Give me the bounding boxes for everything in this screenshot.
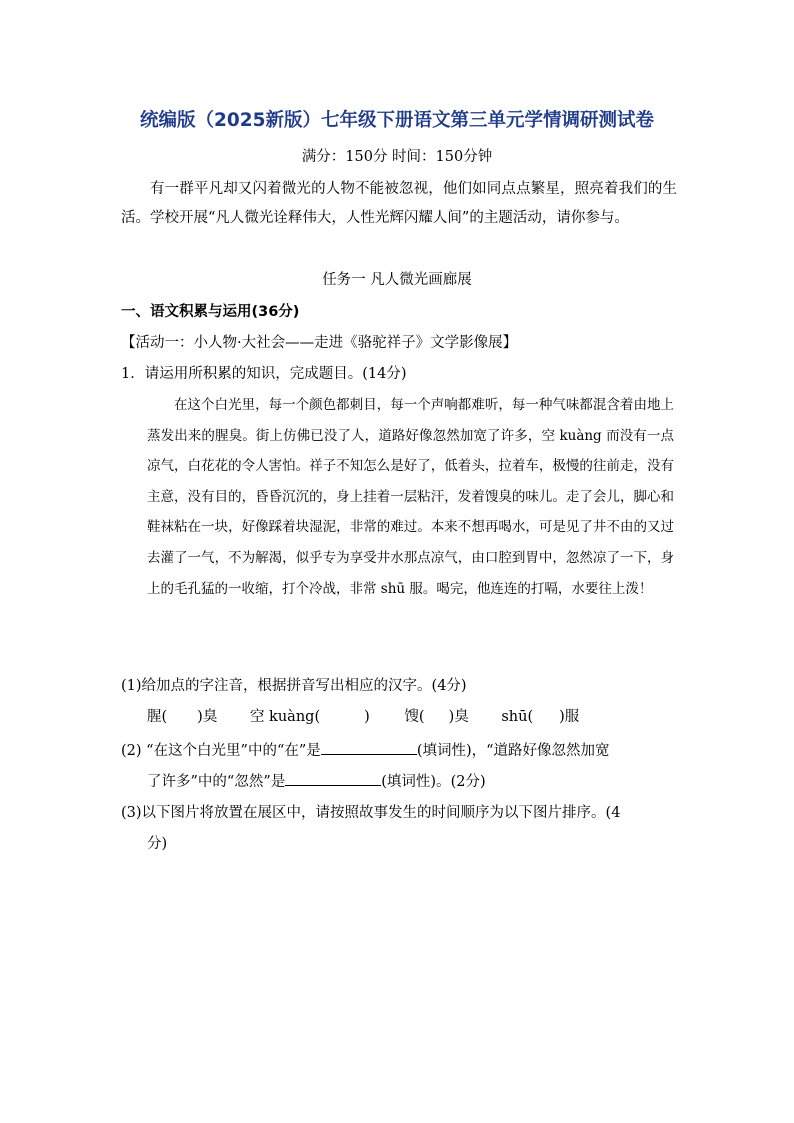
section-heading: 一、语文积累与运用(36分)	[121, 304, 300, 320]
answer-blank[interactable]	[321, 740, 417, 755]
sub-question-1: (1)给加点的字注音，根据拼音写出相应的汉字。(4分)	[121, 678, 467, 694]
score-time-line: 满分：150分 时间：150分钟	[301, 149, 493, 165]
pinyin-blanks	[147, 705, 579, 726]
sub-question-2: (2) “在这个白光里”中的“在”是 (填词性)，“道路好像忽然加宽 了许多”中的“忽然”是 (填词性)。(2分)	[121, 736, 677, 798]
blank-item: 腥( )臭	[147, 709, 218, 725]
intro-paragraph: 有一群平凡却又闪着微光的人物不能被忽视，他们如同点点繁星，照亮着我们的生活。学校开展“凡人微光诠释伟大，人性光辉闪耀人间”的主题活动，请你参与。	[121, 181, 677, 226]
blank-item: 空 kuàng( )	[249, 709, 370, 725]
reading-passage: 在这个白光里，每一个颜色都刺目，每一个声响都难听，每一种气味都混含着由地上蒸发出来的腥臭。街上仿佛已没了人，道路好像忽然加宽了许多，空 kuàng 而没有一点凉气，白花花的令人害怕。祥子不知怎么是好了，低着头，拉着车，极慢的往前走，没有主意，没有目的，昏昏沉沉的，身上挂着一层粘汗，发着馊臭的味儿。走了会儿，脚心和鞋袜粘在一块，好像踩着块湿泥，非常的难过。本来不想再喝水，可是见了井不由的又过去灌了一气，不为解渴，似乎专为享受井水那点凉气，由口腔到胃中，忽然凉了一下，身上的毛孔猛的一收缩，打个冷战，非常 shū 服。喝完，他连连的打嗝，水要往上泼！	[147, 397, 674, 597]
task-heading: 任务一 凡人微光画廊展	[322, 272, 472, 288]
question-1: 1．请运用所积累的知识，完成题目。(14分)	[121, 366, 407, 382]
sub-question-3: (3)以下图片将放置在展区中，请按照故事发生的时间顺序为以下图片排序。(4 分)	[121, 805, 621, 852]
page-title: 统编版（2025新版）七年级下册语文第三单元学情调研测试卷	[140, 110, 654, 131]
activity-heading: 【活动一：小人物·大社会——走进《骆驼祥子》文学影像展】	[121, 335, 518, 351]
answer-blank[interactable]	[285, 771, 381, 786]
blank-item: 馊( )臭	[404, 709, 469, 725]
blank-item: shū( )服	[501, 709, 580, 725]
